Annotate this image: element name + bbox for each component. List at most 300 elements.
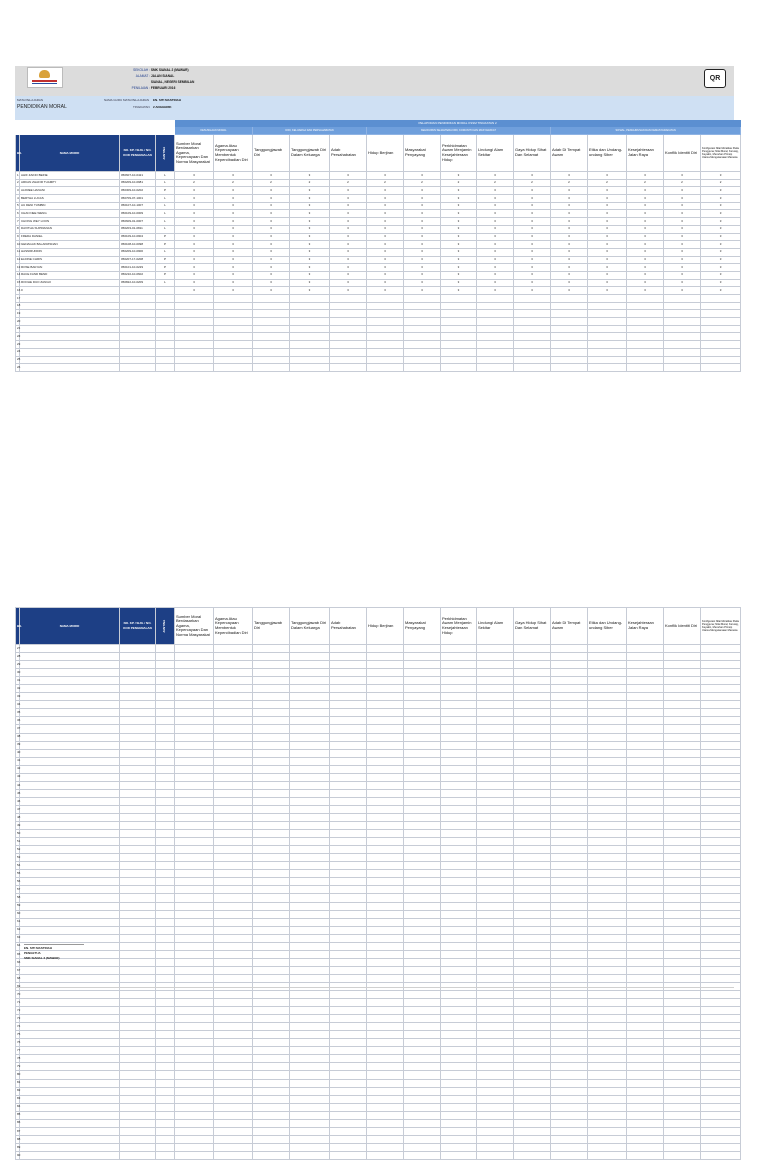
cell-empty: [214, 910, 253, 918]
cell-empty: [290, 854, 330, 862]
cell-mark: 3: [175, 271, 214, 279]
cell-empty: [253, 958, 290, 966]
cell-empty: [701, 1015, 741, 1023]
cell-empty: [290, 838, 330, 846]
cell-mark: 3: [330, 264, 367, 272]
cell-empty: [330, 1095, 367, 1103]
cell-empty: [120, 348, 156, 356]
cell-mark: 3: [551, 264, 588, 272]
cell-empty: [120, 1039, 156, 1047]
cell-empty: [627, 999, 664, 1007]
cell-empty: [120, 693, 156, 701]
cell-empty: [290, 741, 330, 749]
cell-empty: [441, 1143, 477, 1151]
cell-ic: 050209-10-0900: [120, 248, 156, 256]
cell-mark: 3: [330, 202, 367, 210]
cell-bil: 16: [16, 287, 20, 295]
cell-empty: [441, 910, 477, 918]
cell-empty: [120, 942, 156, 950]
cell-empty: [214, 870, 253, 878]
table-row: [16, 950, 741, 958]
cell-empty: [367, 1119, 404, 1127]
cell-empty: [175, 805, 214, 813]
table-row: [16, 725, 741, 733]
cell-empty: [441, 1095, 477, 1103]
cell-bil: 6: [16, 210, 20, 218]
cell-mark: 3: [514, 287, 551, 295]
cell-bil: 14: [16, 271, 20, 279]
table-row: [16, 172, 741, 180]
cell-empty: [588, 749, 627, 757]
cell-bil: 66: [16, 958, 20, 966]
cell-empty: [367, 693, 404, 701]
cell-empty: [20, 846, 120, 854]
cell-empty: [175, 1031, 214, 1039]
table-row: [16, 862, 741, 870]
cell-empty: [253, 765, 290, 773]
cell-empty: [156, 1055, 175, 1063]
cell-nama: AU DENI TUMBIN: [20, 202, 120, 210]
cell-empty: [175, 341, 214, 349]
cell-empty: [551, 902, 588, 910]
cell-empty: [156, 1143, 175, 1151]
cell-empty: [627, 958, 664, 966]
cell-empty: [588, 701, 627, 709]
cell-empty: [253, 677, 290, 685]
subject-title: PENDIDIKAN MORAL: [17, 104, 67, 110]
cell-empty: [156, 1135, 175, 1143]
cell-empty: [253, 645, 290, 653]
cell-empty: [441, 822, 477, 830]
cell-empty: [588, 862, 627, 870]
cell-empty: [664, 757, 701, 765]
cell-mark: 3: [404, 225, 441, 233]
cell-empty: [514, 677, 551, 685]
table-row: [16, 830, 741, 838]
cell-empty: [404, 999, 441, 1007]
cell-empty: [175, 1111, 214, 1119]
cell-empty: [120, 1111, 156, 1119]
cell-mark: 2: [588, 179, 627, 187]
cell-empty: [701, 1135, 741, 1143]
cell-mark: 3: [404, 271, 441, 279]
cell-empty: [20, 878, 120, 886]
cell-empty: [120, 709, 156, 717]
cell-empty: [367, 1103, 404, 1111]
band-group-2: DIRI, KELUARGA DAN PERSAHABATAN: [253, 127, 367, 135]
cell-empty: [477, 781, 514, 789]
cell-empty: [330, 805, 367, 813]
cell-empty: [290, 765, 330, 773]
cell-mark: 3: [441, 287, 477, 295]
table-row: [16, 1143, 741, 1151]
table-row: [16, 717, 741, 725]
table-row: [16, 757, 741, 765]
cell-bil: 47: [16, 805, 20, 813]
cell-empty: [120, 1055, 156, 1063]
cell-bil: 31: [16, 677, 20, 685]
cell-mark: 3: [367, 256, 404, 264]
cell-empty: [477, 894, 514, 902]
cell-mark: 3: [627, 202, 664, 210]
cell-empty: [514, 942, 551, 950]
cell-empty: [514, 669, 551, 677]
cell-bil: 7: [16, 218, 20, 226]
cell-empty: [290, 709, 330, 717]
cell-mark: 3: [477, 202, 514, 210]
cell-empty: [330, 348, 367, 356]
cell-empty: [477, 878, 514, 886]
cell-empty: [701, 822, 741, 830]
cell-mark: 3: [214, 172, 253, 180]
cell-empty: [441, 310, 477, 318]
cell-jantina: L: [156, 202, 175, 210]
cell-mark: 3: [627, 287, 664, 295]
cell-mark: 2: [404, 179, 441, 187]
cell-empty: [514, 318, 551, 326]
cell-mark: 3: [627, 187, 664, 195]
table-row: [16, 241, 741, 249]
cell-empty: [701, 653, 741, 661]
cell-empty: [367, 364, 404, 372]
cell-empty: [367, 356, 404, 364]
cell-empty: [156, 749, 175, 757]
cell-mark: 3: [367, 172, 404, 180]
cell-empty: [156, 1023, 175, 1031]
cell-empty: [120, 741, 156, 749]
cell-empty: [120, 999, 156, 1007]
cell-empty: [627, 701, 664, 709]
cell-empty: [214, 318, 253, 326]
cell-empty: [20, 805, 120, 813]
cell-empty: [290, 862, 330, 870]
cell-empty: [477, 645, 514, 653]
cell-empty: [214, 302, 253, 310]
cell-empty: [627, 1079, 664, 1087]
col-topic-12: Etika dan Undang-undang Siber: [588, 135, 627, 172]
cell-empty: [175, 934, 214, 942]
page-bottom-divider: [15, 987, 734, 988]
cell-empty: [20, 701, 120, 709]
cell-empty: [627, 677, 664, 685]
table-row: [16, 341, 741, 349]
cell-empty: [156, 725, 175, 733]
cell-bil: 22: [16, 333, 20, 341]
cell-mark: 3: [664, 210, 701, 218]
cell-ic: 050107-10-1007: [120, 202, 156, 210]
cell-empty: [175, 685, 214, 693]
cell-empty: [404, 910, 441, 918]
cell-empty: [664, 341, 701, 349]
cell-empty: [404, 902, 441, 910]
cell-empty: [175, 669, 214, 677]
cell-empty: [664, 661, 701, 669]
cell-empty: [404, 1039, 441, 1047]
cell-empty: [627, 1023, 664, 1031]
cell-empty: [120, 725, 156, 733]
cell-empty: [588, 902, 627, 910]
cell-empty: [441, 1063, 477, 1071]
table-row: [16, 902, 741, 910]
cell-empty: [441, 364, 477, 372]
cell-mark: 3: [588, 233, 627, 241]
cell-empty: [404, 950, 441, 958]
cell-empty: [477, 1119, 514, 1127]
header-field-assessment: PENILAIAN : FEBRUARI 2016: [131, 86, 176, 90]
cell-empty: [588, 942, 627, 950]
cell-mark: 3: [441, 256, 477, 264]
cell-empty: [664, 1135, 701, 1143]
cell-empty: [156, 974, 175, 982]
cell-empty: [441, 1023, 477, 1031]
cell-empty: [214, 797, 253, 805]
cell-jantina: P: [156, 256, 175, 264]
cell-empty: [627, 661, 664, 669]
cell-mark: 3: [664, 256, 701, 264]
cell-empty: [627, 926, 664, 934]
cell-empty: [290, 926, 330, 934]
table-row: [16, 1023, 741, 1031]
cell-empty: [441, 1135, 477, 1143]
col-topic-2: Agama Atau Kepercayaan Membentuk Kepercibadian Diri: [214, 135, 253, 172]
cell-empty: [664, 773, 701, 781]
cell-empty: [627, 878, 664, 886]
cell-bil: 44: [16, 781, 20, 789]
cell-empty: [404, 302, 441, 310]
cell-empty: [290, 341, 330, 349]
cell-empty: [701, 886, 741, 894]
cell-empty: [551, 1151, 588, 1159]
cell-mark: 3: [404, 256, 441, 264]
cell-empty: [551, 1039, 588, 1047]
cell-jantina: L: [156, 179, 175, 187]
cell-empty: [120, 685, 156, 693]
cell-empty: [120, 302, 156, 310]
cell-empty: [441, 733, 477, 741]
cell-empty: [588, 1111, 627, 1119]
cell-empty: [214, 749, 253, 757]
cell-empty: [253, 926, 290, 934]
cell-empty: [701, 942, 741, 950]
cell-empty: [588, 1095, 627, 1103]
cell-empty: [627, 717, 664, 725]
cell-mark: 3: [253, 225, 290, 233]
cell-ic: 050309-10-0202: [120, 187, 156, 195]
cell-empty: [330, 950, 367, 958]
cell-empty: [253, 781, 290, 789]
cell-empty: [120, 669, 156, 677]
cell-empty: [20, 1023, 120, 1031]
cell-empty: [175, 364, 214, 372]
cell-mark: 3: [441, 210, 477, 218]
cell-empty: [588, 693, 627, 701]
cell-empty: [627, 1119, 664, 1127]
table-row: [16, 733, 741, 741]
cell-bil: 27: [16, 645, 20, 653]
cell-empty: [20, 1007, 120, 1015]
cell-mark: 3: [214, 256, 253, 264]
cell-empty: [367, 733, 404, 741]
cell-empty: [477, 709, 514, 717]
cell-empty: [253, 894, 290, 902]
cell-empty: [175, 999, 214, 1007]
cell-empty: [20, 653, 120, 661]
cell-empty: [253, 1151, 290, 1159]
cell-empty: [441, 974, 477, 982]
cell-empty: [441, 813, 477, 821]
table-row: [16, 1151, 741, 1159]
cell-empty: [214, 701, 253, 709]
cell-empty: [20, 773, 120, 781]
cell-empty: [404, 318, 441, 326]
cell-empty: [701, 1079, 741, 1087]
cell-empty: [477, 958, 514, 966]
cell-empty: [156, 1063, 175, 1071]
cell-mark: 3: [551, 287, 588, 295]
cell-empty: [214, 974, 253, 982]
cell-empty: [330, 1007, 367, 1015]
cell-empty: [367, 741, 404, 749]
cell-empty: [664, 926, 701, 934]
cell-jantina: P: [156, 187, 175, 195]
cell-empty: [253, 830, 290, 838]
cell-empty: [253, 870, 290, 878]
cell-empty: [156, 926, 175, 934]
cell-empty: [120, 757, 156, 765]
cell-empty: [367, 645, 404, 653]
cell-empty: [156, 741, 175, 749]
cell-empty: [253, 341, 290, 349]
cell-empty: [156, 999, 175, 1007]
cell-empty: [477, 1127, 514, 1135]
cell-empty: [156, 1047, 175, 1055]
cell-empty: [701, 1031, 741, 1039]
cell-empty: [156, 765, 175, 773]
cell-mark: 3: [551, 210, 588, 218]
cell-empty: [20, 341, 120, 349]
cell-mark: 3: [367, 187, 404, 195]
cell-empty: [477, 1047, 514, 1055]
cell-empty: [330, 822, 367, 830]
cell-empty: [477, 934, 514, 942]
cell-empty: [290, 1055, 330, 1063]
cell-bil: 3: [16, 187, 20, 195]
cell-empty: [253, 669, 290, 677]
cell-empty: [214, 325, 253, 333]
cell-empty: [290, 991, 330, 999]
cell-mark: 3: [367, 264, 404, 272]
table-row: [16, 677, 741, 685]
cell-empty: [20, 902, 120, 910]
cell-empty: [214, 1055, 253, 1063]
cell-mark: 3: [477, 256, 514, 264]
cell-empty: [120, 781, 156, 789]
cell-empty: [290, 325, 330, 333]
cell-empty: [701, 701, 741, 709]
cell-mark: 3: [588, 248, 627, 256]
col-bil: BIL: [16, 135, 20, 172]
cell-jantina: P: [156, 271, 175, 279]
cell-empty: [627, 333, 664, 341]
cell-mark: 3: [330, 233, 367, 241]
cell-empty: [290, 886, 330, 894]
table-row: [16, 878, 741, 886]
cell-empty: [253, 741, 290, 749]
cell-empty: [477, 318, 514, 326]
band-title: PELAPORAN PENDIDIKAN MORAL KSSM TINGKATAN 2: [175, 121, 741, 127]
cell-mark: 3: [701, 279, 741, 287]
cell-bil: 32: [16, 685, 20, 693]
cell-empty: [120, 661, 156, 669]
cell-empty: [330, 661, 367, 669]
cell-empty: [175, 725, 214, 733]
cell-empty: [20, 1143, 120, 1151]
cell-empty: [664, 653, 701, 661]
cell-empty: [701, 364, 741, 372]
qr-code-icon: QR: [704, 69, 726, 88]
cell-mark: 3: [290, 256, 330, 264]
cell-empty: [330, 781, 367, 789]
cell-mark: 3: [404, 218, 441, 226]
cell-empty: [156, 781, 175, 789]
cell-empty: [627, 773, 664, 781]
cell-empty: [367, 773, 404, 781]
col-topic-8: Perkhidmatan Awam Menjamin Kesejahteraan Hidup: [441, 135, 477, 172]
cell-empty: [330, 999, 367, 1007]
cell-empty: [404, 1143, 441, 1151]
cell-empty: [627, 838, 664, 846]
cell-empty: [290, 364, 330, 372]
table-row: [16, 195, 741, 203]
cell-empty: [20, 669, 120, 677]
cell-empty: [514, 325, 551, 333]
cell-empty: [477, 725, 514, 733]
table-row: [16, 910, 741, 918]
cell-empty: [214, 341, 253, 349]
cell-empty: [367, 918, 404, 926]
cell-empty: [214, 934, 253, 942]
cell-empty: [701, 325, 741, 333]
cell-empty: [214, 741, 253, 749]
cell-bil: 20: [16, 318, 20, 326]
cell-empty: [477, 677, 514, 685]
cell-empty: [514, 310, 551, 318]
cell-mark: 3: [214, 195, 253, 203]
cell-empty: [551, 991, 588, 999]
cell-bil: 17: [16, 295, 20, 303]
cell-empty: [404, 886, 441, 894]
cell-empty: [290, 733, 330, 741]
cell-empty: [588, 773, 627, 781]
cell-empty: [20, 1015, 120, 1023]
cell-empty: [551, 348, 588, 356]
table-row: [16, 822, 741, 830]
cell-empty: [441, 1119, 477, 1127]
cell-empty: [20, 789, 120, 797]
cell-empty: [441, 781, 477, 789]
cell-empty: [156, 1095, 175, 1103]
cell-jantina: [156, 287, 175, 295]
cell-empty: [367, 822, 404, 830]
cell-empty: [253, 356, 290, 364]
cell-empty: [156, 902, 175, 910]
cell-empty: [588, 789, 627, 797]
cell-empty: [120, 894, 156, 902]
cell-ic: 050101-10-0229: [120, 264, 156, 272]
cell-empty: [551, 1103, 588, 1111]
cell-empty: [290, 645, 330, 653]
cell-empty: [477, 822, 514, 830]
